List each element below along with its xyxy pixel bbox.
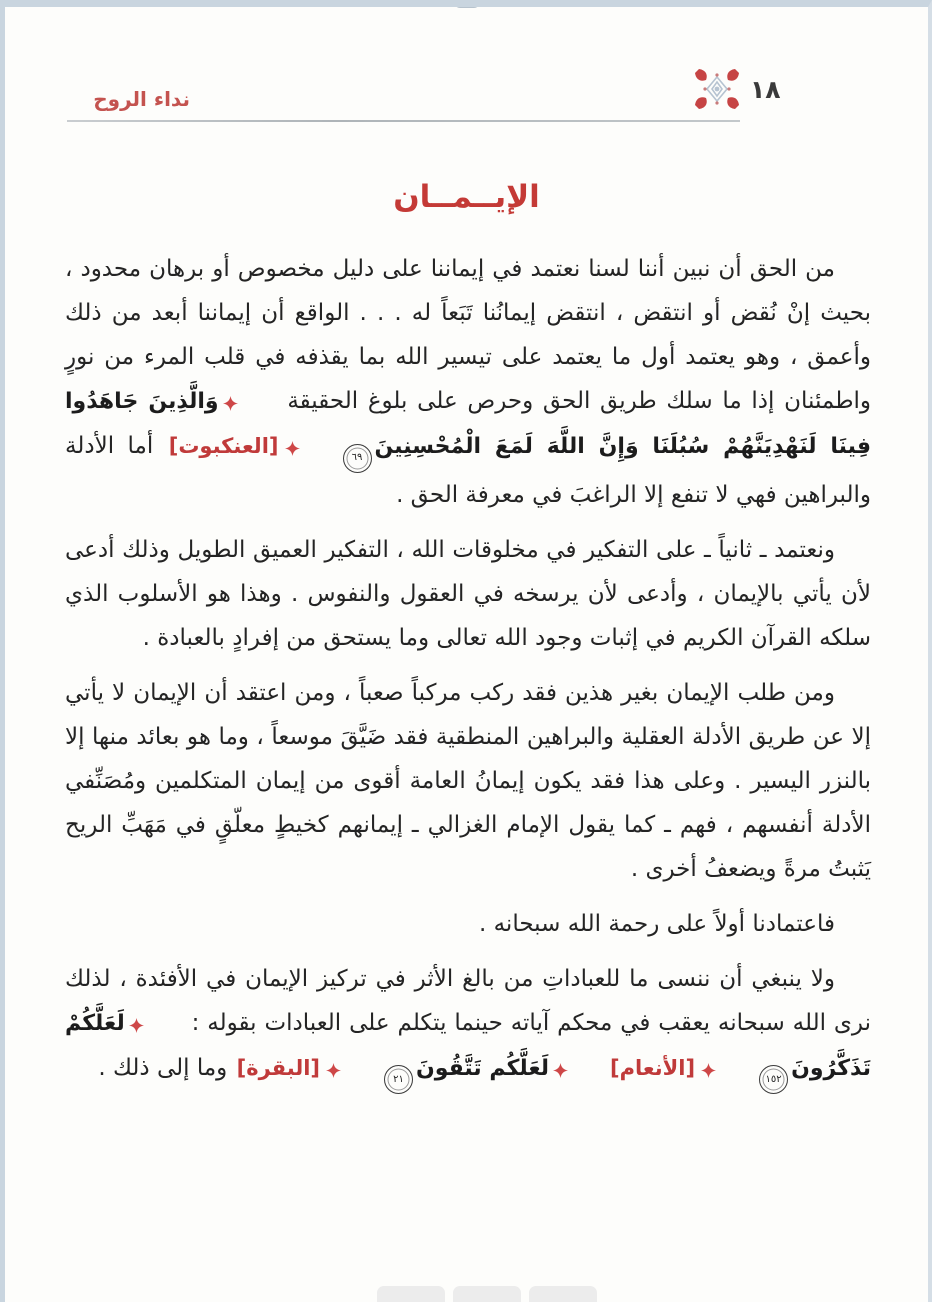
header-divider-rule [67,120,740,122]
paragraph [65,247,871,517]
paragraph [65,671,871,891]
ayah-number-medallion: ٢١ [384,1065,413,1094]
ayah-number-medallion: ١٥٢ [759,1065,788,1094]
paragraph [65,957,871,1095]
bottom-toolbar [377,1286,597,1302]
page-number: ١٨ [750,74,781,104]
chapter-title: الإيــمــان [393,179,540,215]
body-text-run: من الحق أن نبين أننا لسنا نعتمد في إيماننا على دليل مخصوص أو برهان محدود ، بحيث إنْ نُقض أو انتقض ، انتقض إيمانُنا تَبَعاً له . . . الواقع أن إيماننا أبعد من ذلك وأعمق ، وهو يعتمد أول ما يعتمد على تيسير الله بما يقذفه في قلب المرء من نورٍ واطمئنان إذا ما سلك طريق الحق وحرص على بلوغ الحقيقة [65,256,871,414]
surah-reference: [العنكبوت] [168,434,279,458]
quran-verse: وَالَّذِينَ جَاهَدُوا فِينَا لَنَهْدِيَنَّهُمْ سُبُلَنَا وَإِنَّ اللَّهَ لَمَعَ الْمُحْسِنِينَ [65,389,871,459]
ayah-number-medallion: ٦٩ [343,444,372,473]
quran-verse: لَعَلَّكُمْ تَذَكَّرُونَ [65,1010,871,1081]
verse-open-bracket-icon [553,1063,604,1078]
paragraph [65,902,871,946]
floral-ornament-icon [693,67,741,111]
body-text-run: ولا ينبغي أن ننسى ما للعباداتِ من بالغ الأثر في تركيز الإيمان في الأفئدة ، لذلك نرى الله سبحانه يعقب في محكم آياته حينما يتكلم على العبادات بقوله : [65,965,871,1036]
paragraph [65,528,871,660]
body-text-run: فاعتمادنا أولاً على رحمة الله سبحانه . [478,910,835,937]
body-text-run: ونعتمد ـ ثانياً ـ على التفكير في مخلوقات الله ، التفكير العميق الطويل وذلك أدعى لأن يأتي بالإيمان ، وأدعى لأن يرسخه في العقول والنفوس . وهذا هو الأسلوب الذي سلكه القرآن الكريم في إثبات وجود الله تعالى وما يستحق من إفرادٍ بالعبادة . [65,536,871,651]
page-number-group [693,67,781,111]
verse-open-bracket-icon [129,1018,180,1033]
scanner-frame-notch [454,0,480,8]
verse-close-bracket-icon [701,1063,752,1078]
verse-close-bracket-icon [326,1063,377,1078]
body-text-run: ومن طلب الإيمان بغير هذين فقد ركب مركباً صعباً ، ومن اعتقد أن الإيمان لا يأتي إلا عن طريق الأدلة العقلية والبراهين المنطقية فقد ضَيَّقَ موسعاً ، وما هو بعائد منها إلا بالنزر اليسير . وعلى هذا فقد يكون إيمانُ العامة أقوى من إيمان المتكلمين ومُصَنِّفي الأدلة أنفسهم ، فهم ـ كما يقول الإمام الغزالي ـ إيمانهم كخيطٍ معلّقٍ في مَهَبِّ الريح يَثبتُ مرةً ويضعفُ أخرى . [65,679,871,882]
body-text [65,247,871,1094]
running-head-book-title: نداء الروح [93,87,190,111]
verse-open-bracket-icon [223,396,274,411]
page-thumbnail-placeholder[interactable] [377,1286,445,1302]
verse-close-bracket-icon [285,441,336,456]
quran-verse: لَعَلَّكُم تَتَّقُونَ [416,1055,550,1081]
page-thumbnail-placeholder[interactable] [529,1286,597,1302]
surah-reference: [البقرة] [236,1055,321,1080]
body-text-run: وما إلى ذلك . [98,1054,235,1081]
page-thumbnail-placeholder[interactable] [453,1286,521,1302]
body-text-run: أما الأدلة والبراهين فهي لا تنفع إلا الراغبَ في معرفة الحق . [65,433,871,508]
surah-reference: [الأنعام] [610,1055,696,1080]
